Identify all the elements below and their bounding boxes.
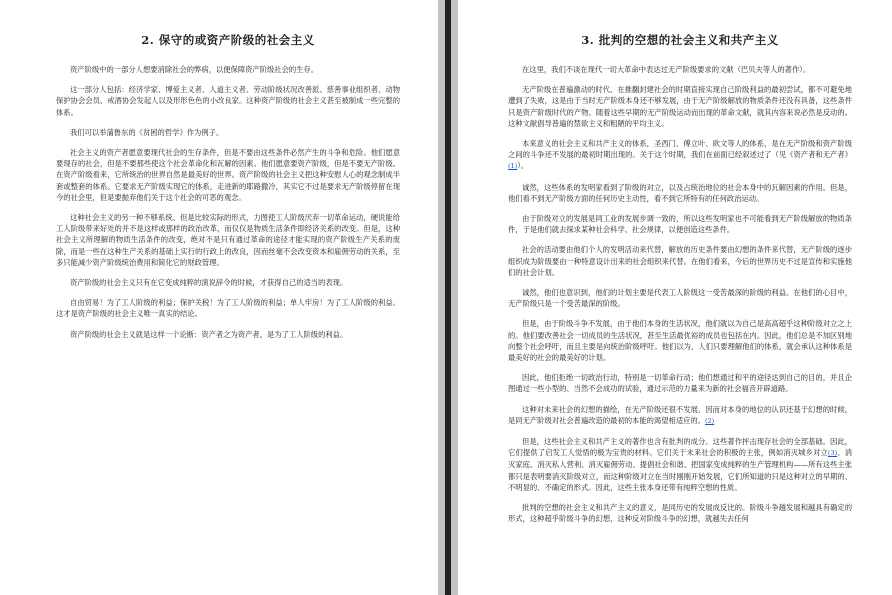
- paragraph: 这种对未来社会的幻想的描绘，在无产阶级还很不发展、因而对本身的地位的认识还基于幻想的时候，是同无产阶级对社会普遍改造的最初的本能的渴望相适应的。(2): [508, 404, 852, 425]
- page-left: [0, 0, 438, 595]
- paragraph: 批判的空想的社会主义和共产主义的意义，是同历史的发展成反比的。阶级斗争越发展和越具有确定的形式，这种超乎阶级斗争的幻想，这种反对阶级斗争的幻想，就越失去任何: [508, 503, 852, 524]
- paragraph: 无产阶级在普遍激动的时代、在推翻封建社会的时期直接实现自己阶级利益的最初尝试，都不可避免地遭到了失败，这是由于当时无产阶级本身还不够发展，由于无产阶级解放的物质条件还没有具备，这些条件只是资产阶级时代的产物。随着这些早期的无产阶级运动而出现的革命文献，就其内容来说必然是反动的。这种文献倡导普遍的禁欲主义和粗陋的平均主义。: [508, 85, 852, 128]
- paragraph: 资产阶级的社会主义只有在它变成纯粹的演说辞令的时候，才获得自己的适当的表现。: [70, 278, 348, 288]
- paragraph: 这种社会主义的另一种不够系统、但是比较实际的形式，力图使工人阶级厌弃一切革命运动，硬说能给工人阶级带来好处的并不是这样或那样的政治改革，而仅仅是物质生活条件即经济关系的改变。但是，这种社会主义所理解的物质生活条件的改变，绝对不是只有通过革命的途径才能实现的资产阶级生产关系的废除，而是一些在这种生产关系的基础上实行的行政上的改良，因而丝毫不会改变资本和雇佣劳动的关系，至多只能减少资产阶级统治费用和简化它的财政管理。: [56, 213, 400, 267]
- page-right: [458, 0, 892, 595]
- paragraph: 这一部分人包括：经济学家、博爱主义者、人道主义者、劳动阶级状况改善派、慈善事业组织者、动物保护协会会员、戒酒协会发起人以及形形色色的小改良家。这种资产阶级的社会主义甚至被制成一些完整的体系。: [56, 85, 400, 117]
- paragraph: 因此，他们拒绝一切政治行动，特别是一切革命行动；他们想通过和平的途径达到自己的目的，并且企图通过一些小型的、当然不会成功的试验，通过示范的力量来为新的社会福音开辟道路。: [508, 373, 852, 394]
- paragraph: 自由贸易！为了工人阶级的利益；保护关税！为了工人阶级的利益；单人牢房！为了工人阶级的利益。这才是资产阶级的社会主义唯一真实的结论。: [56, 298, 400, 319]
- scrollbar-thumb[interactable]: [445, 0, 451, 595]
- paragraph: 但是，由于阶级斗争不发展，由于他们本身的生活状况，他们就以为自己是高高超乎这种阶级对立之上的。他们要改善社会一切成员的生活状况，甚至生活最优裕的成员也包括在内。因此，他们总是不加区别地向整个社会呼吁，而且主要是向统治阶级呼吁。他们以为，人们只要理解他们的体系，就会承认这种体系是最美好的社会的最美好的计划。: [508, 319, 852, 363]
- section-heading: 2. 保守的或资产阶级的社会主义: [141, 33, 315, 47]
- paragraph: 资产阶级的社会主义就是这样一个论断：资产者之为资产者，是为了工人阶级的利益。: [70, 329, 348, 339]
- paragraph: 在这里，我们不谈在现代一切大革命中表达过无产阶级要求的文献（巴贝夫等人的著作）。: [522, 65, 811, 74]
- paragraph: 社会主义的资产者愿意要现代社会的生存条件，但是不要由这些条件必然产生的斗争和危险。他们愿意要现存的社会，但是不要那些使这个社会革命化和瓦解的因素。他们愿意要资产阶级，但是不要无产阶级。在资产阶级看来，它所统治的世界自然是最美好的世界。资产阶级的社会主义把这种安慰人心的观念制成半套或整套的体系。它要求无产阶级实现它的体系，走进新的耶路撒冷，其实它不过是要求无产阶级停留在现今的社会里，但是要抛弃他们关于这个社会的可恶的观念。: [56, 148, 400, 202]
- paragraph: 我们可以举蒲鲁东的《贫困的哲学》作为例子。: [70, 127, 224, 137]
- paragraph: 社会的活动要由他们个人的发明活动来代替，解放的历史条件要由幻想的条件来代替，无产阶级的逐步组织成为阶级要由一种特意设计出来的社会组织来代替。在他们看来，今后的世界历史不过是宣传和实施他们的社会计划。: [508, 245, 852, 277]
- section-heading: 3. 批判的空想的社会主义和共产主义: [581, 33, 779, 47]
- paragraph: 由于阶级对立的发展是同工业的发展步调一致的，所以这些发明家也不可能看到无产阶级解放的物质条件，于是他们就去探求某种社会科学、社会规律，以便创造这些条件。: [508, 214, 852, 235]
- paragraph: 本来意义的社会主义和共产主义的体系，圣西门、傅立叶、欧文等人的体系，是在无产阶级和资产阶级之间的斗争还不发展的最初时期出现的。关于这个时期，我们在前面已经叙述过了（见《资产者和无产者》(1)）。: [508, 139, 852, 171]
- paragraph: 诚然，他们也意识到，他们的计划主要是代表工人阶级这一受苦最深的阶级的利益。在他们的心目中，无产阶级只是一个受苦最深的阶级。: [508, 288, 852, 309]
- footnote-link[interactable]: (2): [705, 416, 715, 425]
- paragraph: 资产阶级中的一部分人想要消除社会的弊病，以便保障资产阶级社会的生存。: [70, 65, 319, 74]
- footnote-link[interactable]: (3): [827, 449, 838, 458]
- paragraph: 但是，这些社会主义和共产主义的著作也含有批判的成分。这些著作抨击现存社会的全部基础。因此，它们提供了启发工人觉悟的极为宝贵的材料。它们关于未来社会的积极的主张，例如消灭城乡对立(3)、消灭家庭、消灭私人营利、消灭雇佣劳动、提倡社会和谐、把国家变成纯粹的生产管理机构——所有这些主张都只是表明要消灭阶级对立，而这种阶级对立在当时刚刚开始发展，它们所知道的只是这种对立的早期的、不明显的、不确定的形式。因此，这些主张本身还带有纯粹空想的性质。: [508, 437, 853, 492]
- footnote-link[interactable]: (1): [508, 162, 518, 171]
- paragraph: 诚然，这些体系的发明家看到了阶级的对立，以及占统治地位的社会本身中的瓦解因素的作用。但是，他们看不到无产阶级方面的任何历史主动性，看不到它所特有的任何政治运动。: [508, 182, 852, 203]
